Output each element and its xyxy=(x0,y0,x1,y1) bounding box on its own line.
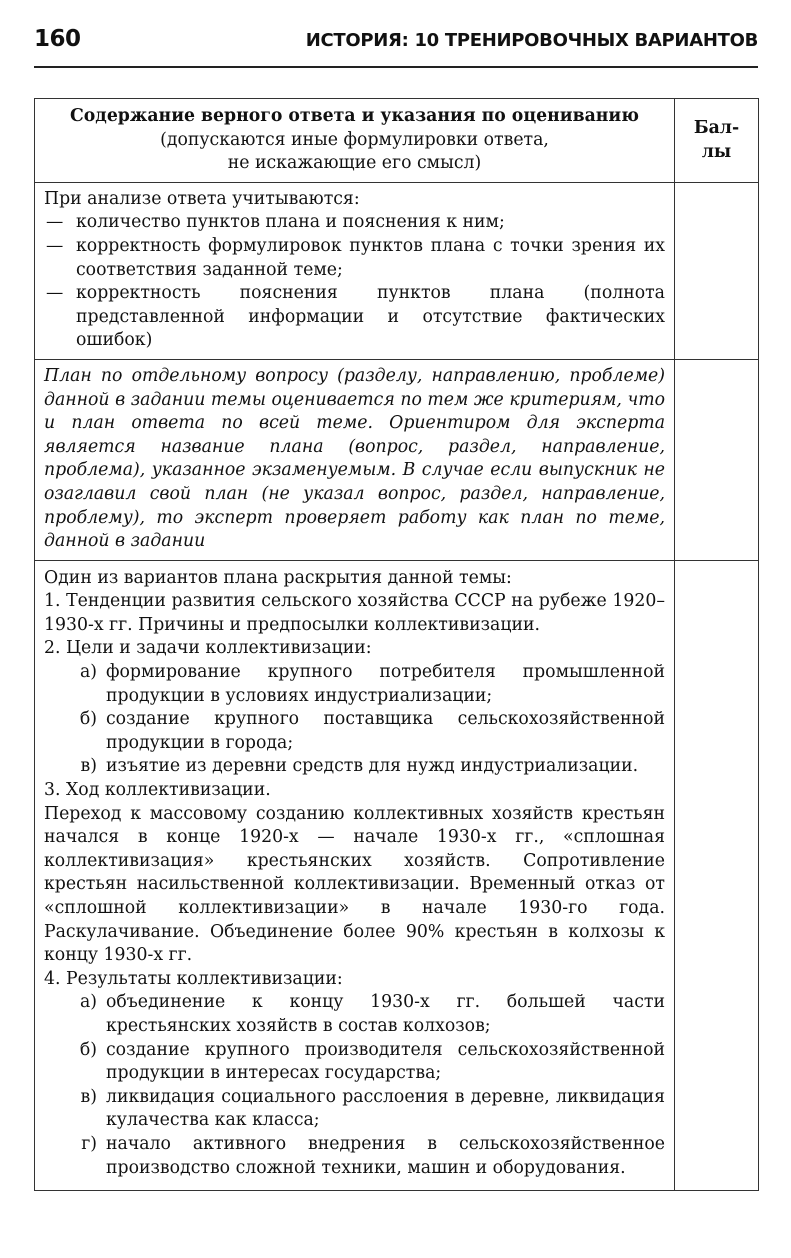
criteria-intro: При анализе ответа учитываются: xyxy=(44,188,360,209)
content-header-note-1: (допускаются иные формулировки ответа, xyxy=(160,129,549,150)
criteria-item-2: корректность формулировок пунктов плана с точки зрения их соответствия заданной теме; xyxy=(76,235,665,280)
plan-cell xyxy=(35,560,675,1190)
content-header-cell xyxy=(35,99,675,183)
page-number: 160 xyxy=(34,26,81,52)
list-item: — количество пунктов плана и пояснения к ним; xyxy=(44,211,665,235)
criteria-item-3: корректность пояснения пунктов плана (полнота представленной информации и отсутствие фактических ошибок) xyxy=(76,283,665,351)
plan-point-2: 2. Цели и задачи коллективизации: xyxy=(44,638,372,659)
content-header-title: Содержание верного ответа и указания по оцениванию xyxy=(70,106,639,126)
list-item: — корректность пояснения пунктов плана (полнота представленной информации и отсутствие фактических ошибок) xyxy=(44,282,665,353)
note-cell xyxy=(35,359,675,560)
running-title: ИСТОРИЯ: 10 ТРЕНИРОВОЧНЫХ ВАРИАНТОВ xyxy=(305,30,758,51)
plan-point-4: 4. Результаты коллективизации: xyxy=(44,968,343,989)
plan-row xyxy=(35,560,759,1190)
list-item: — корректность формулировок пунктов плана с точки зрения их соответствия заданной теме; xyxy=(44,235,665,282)
note-points-cell xyxy=(675,359,759,560)
criteria-row xyxy=(35,182,759,359)
plan-point-3-text: Переход к массовому созданию коллективных хозяйств крестьян начался в конце 1920-х — начале 1930-х гг., «сплошная коллективизация» крестьянских хозяйств. Сопротивление крестьян насильственной коллективизации. Временный отказ от «сплошной коллективизации» в начале 1930-го года. Раскулачивание. Объединение более 90% крестьян в колхозы к концу 1930-х гг. xyxy=(44,803,665,966)
list-item: в) изъятие из деревни средств для нужд индустриализации. xyxy=(80,756,639,777)
list-item: г) начало активного внедрения в сельскохозяйственное производство сложной техники, машин и оборудования. xyxy=(81,1133,665,1178)
expert-note: План по отдельному вопросу (разделу, направлению, проблеме) данной в задании темы оценивается по тем же критериям, что и план ответа по всей теме. Ориентиром для эксперта является название плана (вопрос, раздел, направление, проблема), указанное экзаменуемым. В случае если выпускник не озаглавил свой план (не указал вопрос, раздел, направление, проблему), то эксперт проверяет работу как план по теме, данной в задании xyxy=(44,365,665,552)
note-row xyxy=(35,359,759,560)
criteria-item-1: количество пунктов плана и пояснения к ним; xyxy=(76,212,505,233)
criteria-cell xyxy=(35,182,675,359)
content-header-note-2: не искажающие его смысл) xyxy=(227,153,482,174)
grading-table xyxy=(34,98,759,1191)
table-header-row xyxy=(35,99,759,183)
plan-point-1: 1. Тенденции развития сельского хозяйства СССР на рубеже 1920–1930-х гг. Причины и предпосылки коллективизации. xyxy=(44,591,665,635)
points-header-cell xyxy=(675,99,759,183)
plan-points-cell xyxy=(675,560,759,1190)
plan-intro: Один из вариантов плана раскрытия данной темы: xyxy=(44,567,512,588)
criteria-points-cell xyxy=(675,182,759,359)
page-header xyxy=(34,16,758,68)
plan-point-3: 3. Ход коллективизации. xyxy=(44,780,271,801)
list-item: б) создание крупного поставщика сельскохозяйственной продукции в города; xyxy=(79,709,665,753)
list-item: а) объединение к концу 1930-х гг. большей части крестьянских хозяйств в состав колхозов; xyxy=(79,992,665,1036)
list-item: б) создание крупного производителя сельскохозяйственной продукции в интересах государства; xyxy=(79,1039,665,1084)
list-item: в) ликвидация социального расслоения в деревне, ликвидация кулачества как класса; xyxy=(80,1086,665,1131)
list-item: а) формирование крупного потребителя промышленной продукции в условиях индустриализации; xyxy=(79,662,665,706)
points-header: Бал- лы xyxy=(693,118,740,162)
